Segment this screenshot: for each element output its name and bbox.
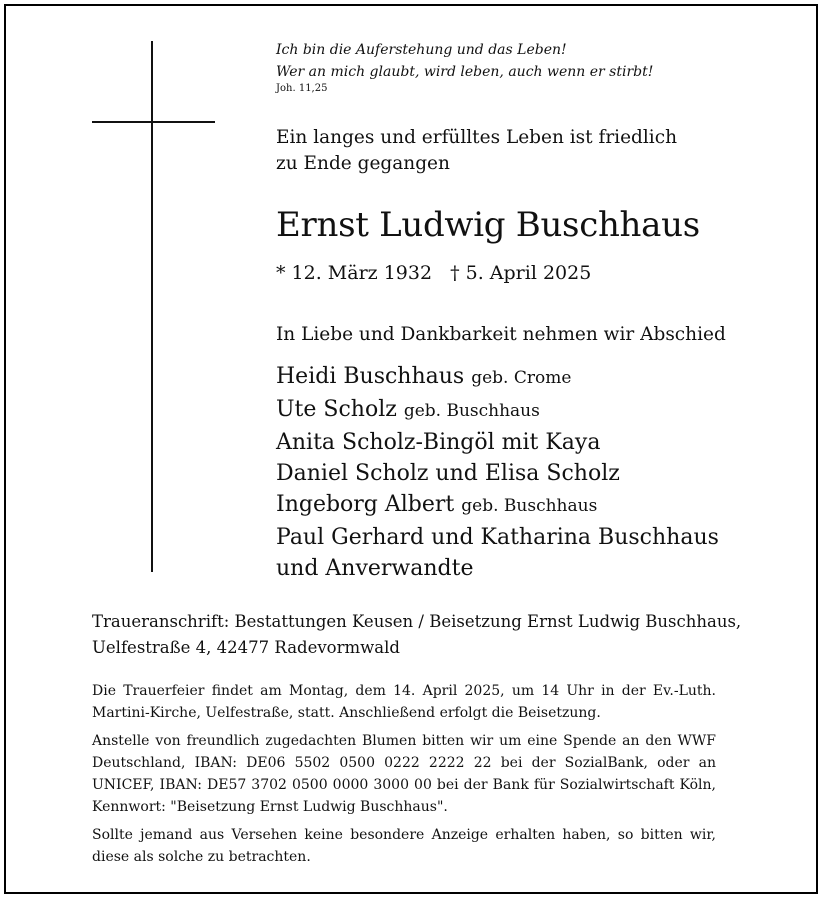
mourner-item <box>276 427 719 458</box>
death-date: † 5. April 2025 <box>450 262 592 284</box>
mourner-item <box>276 553 719 584</box>
mourner-name: Ute Scholz <box>276 397 397 422</box>
notice-paragraph: Sollte jemand aus Versehen keine besondere Anzeige erhalten haben, so bitten wir, diese als solche zu betrachten. <box>92 827 716 865</box>
deceased-name: Ernst Ludwig Buschhaus <box>276 205 700 245</box>
verse-reference: Joh. 11,25 <box>276 83 328 94</box>
donation-paragraph: Anstelle von freundlich zugedachten Blumen bitten wir um eine Spende an den WWF Deutschland, IBAN: DE06 5502 0500 0222 2222 22 bei der SozialBank, oder an UNICEF, IBAN: DE57 3702 0500 0000 3000 00 bei der Bank für Sozialwirtschaft Köln, Kennwort: "Beisetzung Ernst Ludwig Buschhaus". <box>92 733 716 815</box>
verse-line-2: Wer an mich glaubt, wird leben, auch wenn er stirbt! <box>276 64 654 80</box>
life-dates <box>276 260 591 286</box>
mourner-name: Daniel Scholz und Elisa Scholz <box>276 461 620 486</box>
mourner-name: und Anverwandte <box>276 556 474 581</box>
mourner-name: Anita Scholz-Bingöl mit Kaya <box>276 430 601 455</box>
mourner-item <box>276 394 719 427</box>
mourner-name: Heidi Buschhaus <box>276 364 465 389</box>
bible-verse <box>276 39 776 95</box>
mourner-maiden-name: geb. Crome <box>471 368 572 388</box>
farewell-text: In Liebe und Dankbarkeit nehmen wir Abschied <box>276 324 726 345</box>
mourners-list <box>276 361 719 584</box>
intro-text <box>276 125 677 177</box>
mourner-maiden-name: geb. Buschhaus <box>403 401 540 421</box>
verse-line-1: Ich bin die Auferstehung und das Leben! <box>276 42 567 58</box>
mourner-maiden-name: geb. Buschhaus <box>461 496 598 516</box>
intro-line-2: zu Ende gegangen <box>276 153 450 174</box>
intro-line-1: Ein langes und erfülltes Leben ist friedlich <box>276 127 677 148</box>
mourner-item <box>276 489 719 522</box>
ceremony-paragraph: Die Trauerfeier findet am Montag, dem 14. April 2025, um 14 Uhr in der Ev.-Luth. Martini-Kirche, Uelfestraße, statt. Anschließend erfolgt die Beisetzung. <box>92 683 716 721</box>
mourner-name: Ingeborg Albert <box>276 492 455 517</box>
address-line-2: Uelfestraße 4, 42477 Radevormwald <box>92 638 400 657</box>
mourner-item <box>276 522 719 553</box>
mourning-address <box>92 609 741 661</box>
birth-date: * 12. März 1932 <box>276 262 433 284</box>
cross-icon-bar <box>92 121 215 123</box>
address-line-1: Traueranschrift: Bestattungen Keusen / Beisetzung Ernst Ludwig Buschhaus, <box>92 612 742 631</box>
mourner-item <box>276 361 719 394</box>
mourner-item <box>276 458 719 489</box>
mourner-name: Paul Gerhard und Katharina Buschhaus <box>276 525 719 550</box>
